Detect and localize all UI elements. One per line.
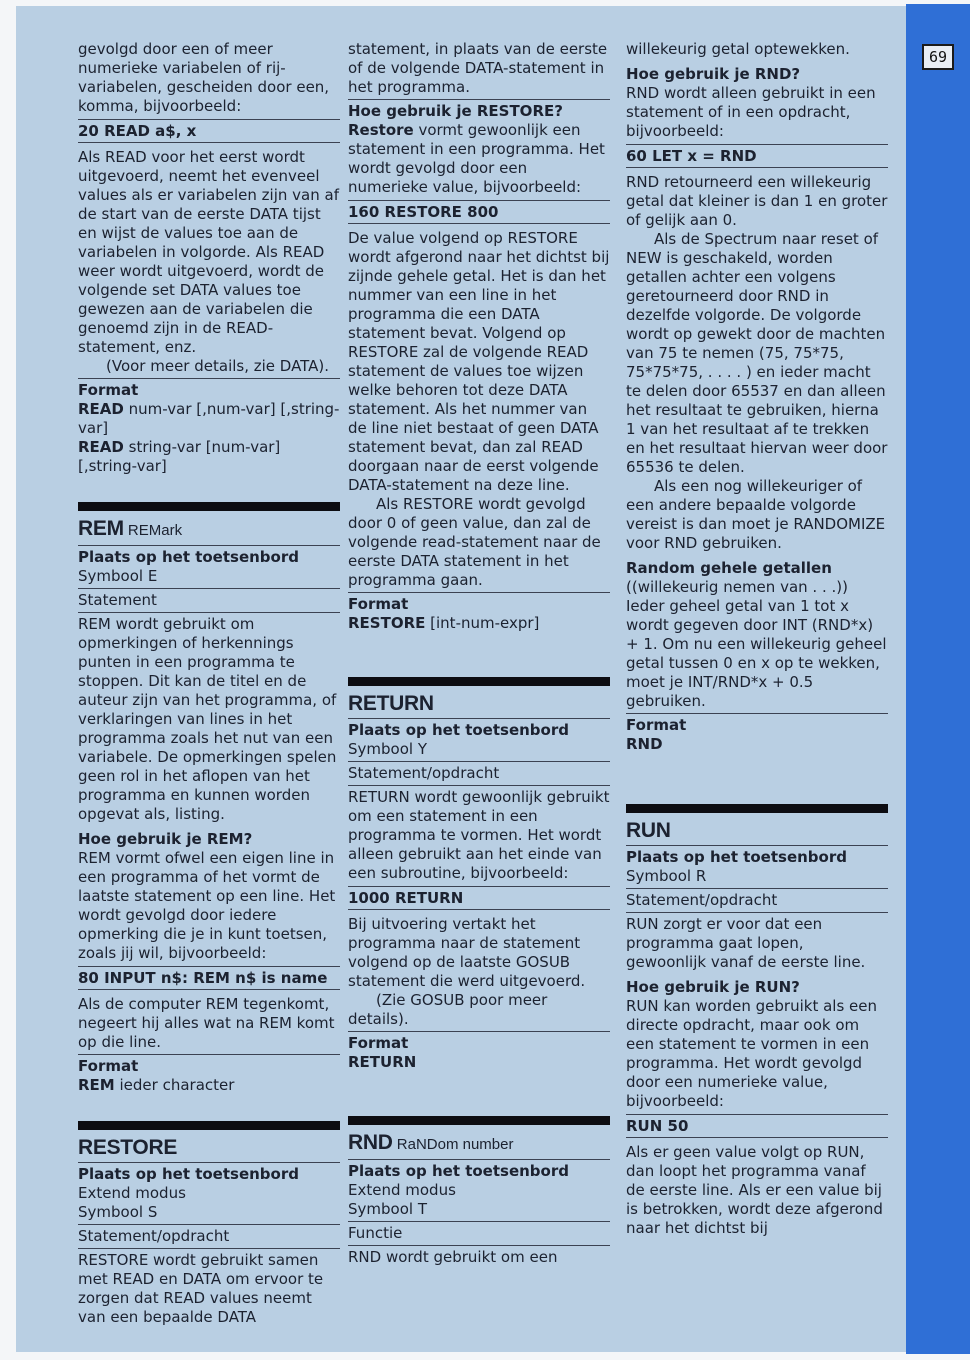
code-example: 160 RESTORE 800 <box>348 200 610 224</box>
divider <box>78 588 340 589</box>
section-rule <box>348 1116 610 1125</box>
return-see-also: (Zie GOSUB poor meer details). <box>348 991 548 1028</box>
keyboard-location-value: Symbool S <box>78 1203 158 1221</box>
random-integers-heading: Random gehele getallen <box>626 559 832 577</box>
divider <box>78 1162 340 1163</box>
keyboard-location-value: Symbool T <box>348 1200 427 1218</box>
divider <box>78 1054 340 1055</box>
format-keyword: RESTORE <box>348 614 426 632</box>
run-usage-text: RUN kan worden gebruikt als een directe opdracht, maar ook om een statement te vormen in een programma. Het wordt gevolgd door een numerieke value, bijvoorbeeld: <box>626 997 878 1110</box>
read-description: Als READ voor het eerst wordt uitgevoerd, neemt het evenveel values als er variabelen zijn van af de start van de eerste DATA tijst en wijst de values toe aan de variabelen in volgorde. Als READ weer wordt uitgevoerd, wordt de volgende set DATA values toe gewezen aan de variabelen die genoemd zijn in de READ-statement, enz. <box>78 148 339 356</box>
usage-heading: Hoe gebruik je REM? <box>78 830 253 848</box>
restore-description: De value volgend op RESTORE wordt afgerond naar het dichtst bij zijnde gehele getal. Het is dan het nummer van een line in het programma die een DATA statement bevat. Volgend op RESTORE zal de volgende READ statement de values toe wijzen welke behoren tot deze DATA statement. Als het nummer van de line niet bestaat of geen DATA statement bevat, dan zal READ doorgaan naar de eerst volgende DATA-statement na deze line. <box>348 229 610 494</box>
format-args: [int-num-expr] <box>425 614 540 632</box>
rnd-description: RND retourneerd een willekeurig getal dat kleiner is dan 1 en groter of gelijk aan 0. <box>626 173 888 229</box>
read-continued-text: gevolgd door een of meer numerieke variabelen of rij-variabelen, gescheiden door een, komma, bijvoorbeeld: <box>78 40 330 115</box>
run-behaviour-text: Als er geen value volgt op RUN, dan loopt het programma vanaf de eerste line. Als er een value bij is betrokken, wordt deze afgerond naar het dichtst bij <box>626 1143 883 1237</box>
keyboard-location-value: Symbool Y <box>348 740 427 758</box>
format-label: Format <box>626 716 687 734</box>
divider <box>348 1159 610 1160</box>
code-example: 1000 RETURN <box>348 886 610 910</box>
column-3 <box>626 40 888 1238</box>
column-2 <box>348 40 610 1267</box>
restore-continued-text: statement, in plaats van de eerste of de volgende DATA-statement in het programma. <box>348 40 608 96</box>
rnd-description: RND wordt gebruikt om een <box>348 1248 558 1266</box>
format-label: Format <box>78 1057 139 1075</box>
keyboard-location-value: Extend modus <box>78 1184 186 1202</box>
divider <box>348 592 610 593</box>
section-rule <box>626 804 888 813</box>
code-example: RUN 50 <box>626 1114 888 1138</box>
run-description: RUN zorgt er voor dat een programma gaat lopen, gewoonlijk vanaf de eerste line. <box>626 915 866 971</box>
code-example: 20 READ a$, x <box>78 119 340 143</box>
divider <box>348 1245 610 1246</box>
format-keyword: READ <box>78 400 124 418</box>
code-example: 60 LET x = RND <box>626 144 888 168</box>
keyboard-location-value: Symbool E <box>78 567 158 585</box>
section-title-run: RUN <box>626 819 671 842</box>
rem-usage-text: REM vormt ofwel een eigen line in een programma of het vormt de laatste statement op een line. Het wordt gevolgd door iedere opmerking die je in kunt toetsen, zoals jij wil, bijvoorbeeld: <box>78 849 336 962</box>
divider <box>626 713 888 714</box>
divider <box>78 1248 340 1249</box>
divider <box>626 888 888 889</box>
return-description: RETURN wordt gewoonlijk gebruikt om een statement in een programma te vormen. Het wordt alleen gebruikt aan het einde van een subroutine, bijvoorbeeld: <box>348 788 610 882</box>
keyboard-location-label: Plaats op het toetsenbord <box>78 1165 299 1183</box>
keyword-title: REM <box>78 517 124 540</box>
usage-heading: Hoe gebruik je RUN? <box>626 978 800 996</box>
section-title-restore: RESTORE <box>78 1136 178 1159</box>
keyboard-location-label: Plaats op het toetsenbord <box>348 721 569 739</box>
usage-text: vormt gewoonlijk een statement in een programma. Het wordt gevolgd door een numerieke value, bijvoorbeeld: <box>348 121 605 196</box>
random-integers-text: ((willekeurig nemen van . . .)) Ieder geheel getal van 1 tot x wordt gegeven door INT (RND*x) + 1. Om nu een willekeurig geheel getal tussen 0 en x op te wekken, moet je INT/RND*x + 0.5 gebruiken. <box>626 578 887 710</box>
usage-heading: Hoe gebruik je RND? <box>626 65 801 83</box>
divider <box>348 1221 610 1222</box>
format-keyword: REM <box>78 1076 115 1094</box>
code-example: 80 INPUT n$: REM n$ is name <box>78 966 340 990</box>
divider <box>78 378 340 379</box>
blue-edge-stripe <box>906 4 970 1354</box>
format-line <box>348 614 610 633</box>
divider <box>78 545 340 546</box>
format-args: num-var [,num-var] [,string-var] <box>78 400 340 437</box>
format-args: ieder character <box>114 1076 235 1094</box>
read-see-also: (Voor meer details, zie DATA). <box>106 357 330 375</box>
keyboard-location-label: Plaats op het toetsenbord <box>78 548 299 566</box>
keyword-type: Statement/opdracht <box>348 764 500 782</box>
format-line <box>78 1076 340 1095</box>
format-line <box>348 1053 610 1072</box>
return-behaviour-text: Bij uitvoering vertakt het programma naar de statement volgend op de laatste GOSUB statement die werd uitgevoerd. <box>348 915 586 990</box>
divider <box>348 785 610 786</box>
format-line <box>78 438 340 476</box>
rnd-usage-text: RND wordt alleen gebruikt in een statement of in een opdracht, bijvoorbeeld: <box>626 84 876 140</box>
format-keyword: RETURN <box>348 1053 417 1071</box>
format-line <box>78 400 340 438</box>
inline-keyword: Restore <box>348 121 414 139</box>
divider <box>348 718 610 719</box>
section-title-rnd <box>348 1131 610 1157</box>
format-keyword: READ <box>78 438 124 456</box>
section-rule <box>78 502 340 511</box>
keyword-subtitle: REMark <box>123 522 183 539</box>
rnd-randomize-text: Als een nog willekeuriger of een andere bepaalde volgorde vereist is dan moet je RANDOMIZE voor RND gebruiken. <box>626 477 886 552</box>
divider <box>348 761 610 762</box>
restore-usage-text <box>348 121 610 197</box>
keyboard-location-value: Extend modus <box>348 1181 456 1199</box>
usage-heading: Hoe gebruik je RESTORE? <box>348 102 563 120</box>
rnd-sequence-text: Als de Spectrum naar reset of NEW is geschakeld, worden getallen achter een volgens geretourneerd door RND in dezelfde volgorde. De volgorde wordt op gewekt door de machten van 75 te nemen (75, 75*75, 75*75*75, . . . . ) en ieder macht te delen door 65537 en dan alleen het resultaat te gebruiken, hierna 1 van het resultaat af te trekken en het resultaat hiervan weer door 65536 te delen. <box>626 230 888 476</box>
section-title-return: RETURN <box>348 692 434 715</box>
keyword-type: Statement/opdracht <box>626 891 778 909</box>
divider <box>78 612 340 613</box>
section-title-rem <box>78 517 340 543</box>
format-label: Format <box>348 1034 409 1052</box>
keyword-subtitle: RaNDom number <box>392 1136 514 1153</box>
divider <box>348 1031 610 1032</box>
keyword-type: Statement <box>78 591 157 609</box>
divider <box>78 1224 340 1225</box>
format-line <box>626 735 888 754</box>
keyboard-location-label: Plaats op het toetsenbord <box>626 848 847 866</box>
format-args: string-var [num-var] [,string-var] <box>78 438 281 475</box>
keyword-title: RND <box>348 1131 393 1154</box>
rem-behaviour-text: Als de computer REM tegenkomt, negeert hij alles wat na REM komt op die line. <box>78 995 335 1051</box>
rem-description: REM wordt gebruikt om opmerkingen of herkennings punten in een programma te stoppen. Dit kan de titel en de auteur zijn van het programma, of verklaringen van lines in het programma zoals het nut van een variabele. De opmerkingen spelen geen rol in het aflopen van het programma en kunnen worden opgevat als, listing. <box>78 615 337 823</box>
divider <box>626 912 888 913</box>
format-keyword: RND <box>626 735 663 753</box>
page-number: 69 <box>922 44 954 70</box>
keyboard-location-value: Symbool R <box>626 867 707 885</box>
section-rule <box>78 1121 340 1130</box>
rnd-continued-text: willekeurig getal optewekken. <box>626 40 850 58</box>
section-rule <box>348 677 610 686</box>
restore-zero-text: Als RESTORE wordt gevolgd door 0 of geen value, dan zal de volgende read-statement naar de eerste DATA statement in het programma gaan. <box>348 495 601 589</box>
keyword-type: Functie <box>348 1224 403 1242</box>
format-label: Format <box>78 381 139 399</box>
restore-description: RESTORE wordt gebruikt samen met READ en DATA om ervoor te zorgen dat READ values neemt van een bepaalde DATA <box>78 1251 324 1326</box>
divider <box>348 99 610 100</box>
format-label: Format <box>348 595 409 613</box>
keyboard-location-label: Plaats op het toetsenbord <box>348 1162 569 1180</box>
divider <box>626 845 888 846</box>
column-1 <box>78 40 340 1327</box>
keyword-type: Statement/opdracht <box>78 1227 230 1245</box>
